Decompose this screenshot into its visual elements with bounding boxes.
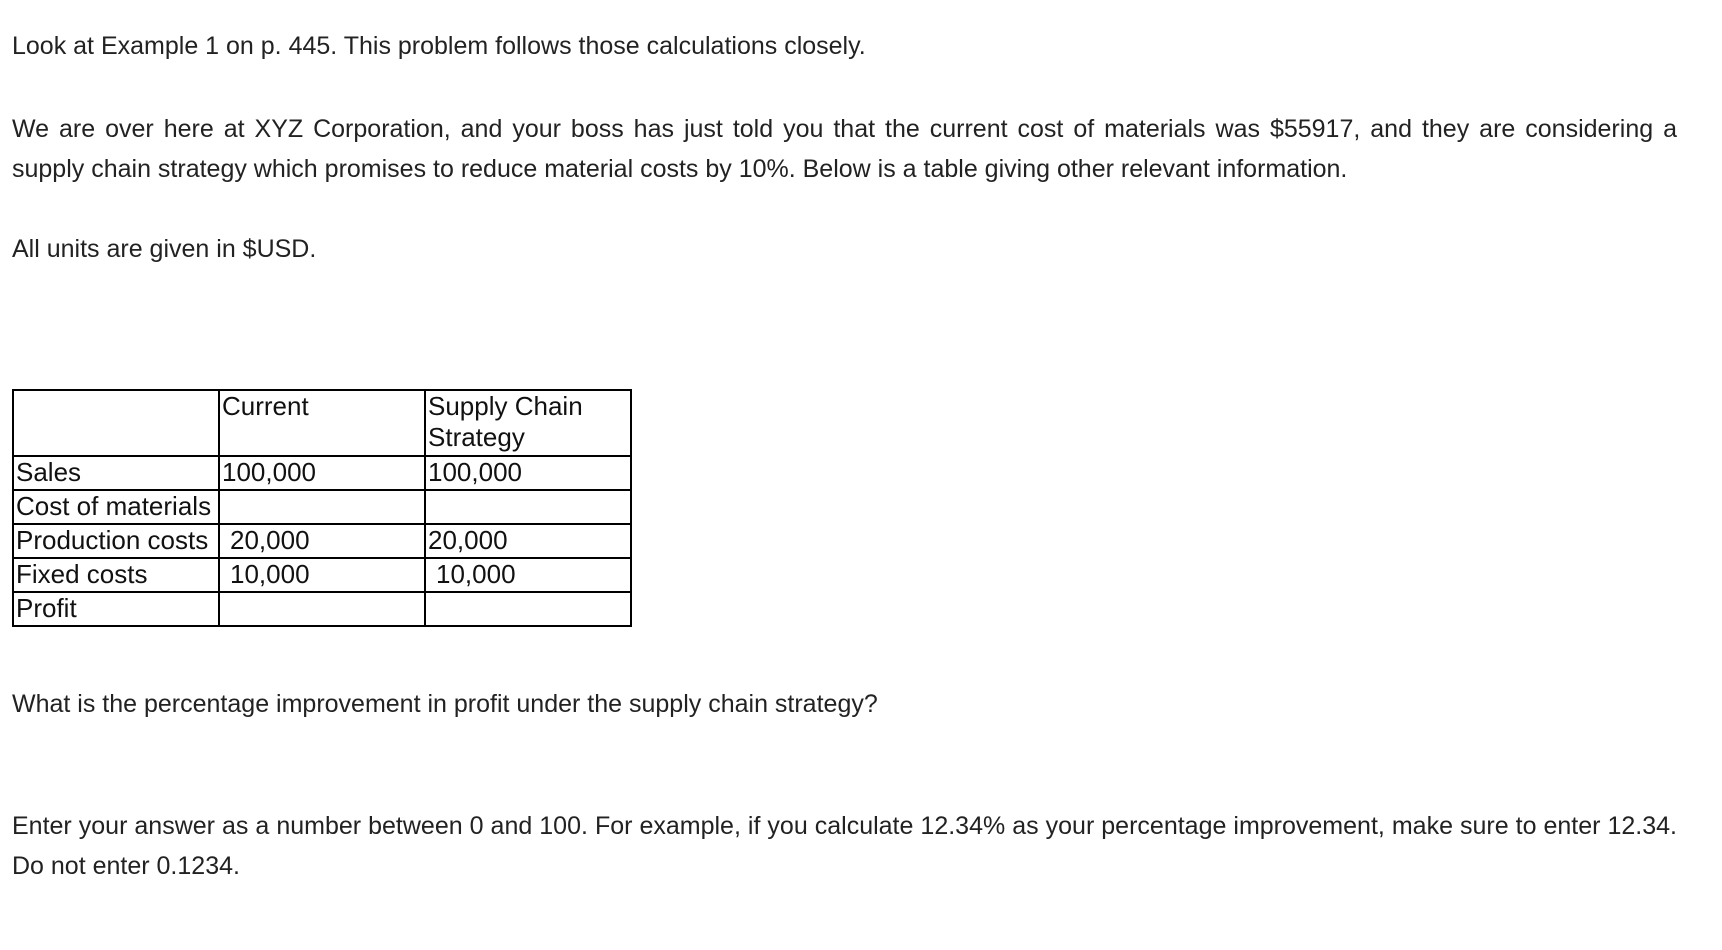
cell-strategy: 20,000 <box>425 524 631 558</box>
table-row-cost-of-materials <box>13 490 631 524</box>
row-label: Sales <box>13 456 219 490</box>
question-text: What is the percentage improvement in profit under the supply chain strategy? <box>12 690 878 718</box>
table-row-profit <box>13 592 631 626</box>
row-label: Profit <box>13 592 219 626</box>
table-row-sales <box>13 456 631 490</box>
table-header-current: Current <box>219 390 425 456</box>
row-label: Production costs <box>13 524 219 558</box>
cell-strategy: 10,000 <box>425 558 631 592</box>
table-row-fixed-costs <box>13 558 631 592</box>
table-row-production-costs <box>13 524 631 558</box>
cell-current: 10,000 <box>219 558 425 592</box>
cost-table <box>12 389 632 627</box>
cell-strategy <box>425 490 631 524</box>
answer-instructions: Enter your answer as a number between 0 and 100. For example, if you calculate 12.34% as your percentage improvement, make sure to enter 12.34. Do not enter 0.1234. <box>12 812 1677 880</box>
cell-strategy: 100,000 <box>425 456 631 490</box>
table-header-strategy: Supply Chain Strategy <box>425 390 631 456</box>
row-label: Fixed costs <box>13 558 219 592</box>
problem-description: We are over here at XYZ Corporation, and your boss has just told you that the current cost of materials was $55917, and they are considering a supply chain strategy which promises to reduce material costs by 10%. Below is a table giving other relevant information. <box>12 115 1677 183</box>
cell-current: 20,000 <box>219 524 425 558</box>
units-note: All units are given in $USD. <box>12 235 317 263</box>
cell-strategy <box>425 592 631 626</box>
table-header-empty <box>13 390 219 456</box>
row-label: Cost of materials <box>13 490 219 524</box>
table-header-row <box>13 390 631 456</box>
cell-current <box>219 592 425 626</box>
cell-current <box>219 490 425 524</box>
intro-reference-text: Look at Example 1 on p. 445. This problem follows those calculations closely. <box>12 32 866 60</box>
cell-current: 100,000 <box>219 456 425 490</box>
